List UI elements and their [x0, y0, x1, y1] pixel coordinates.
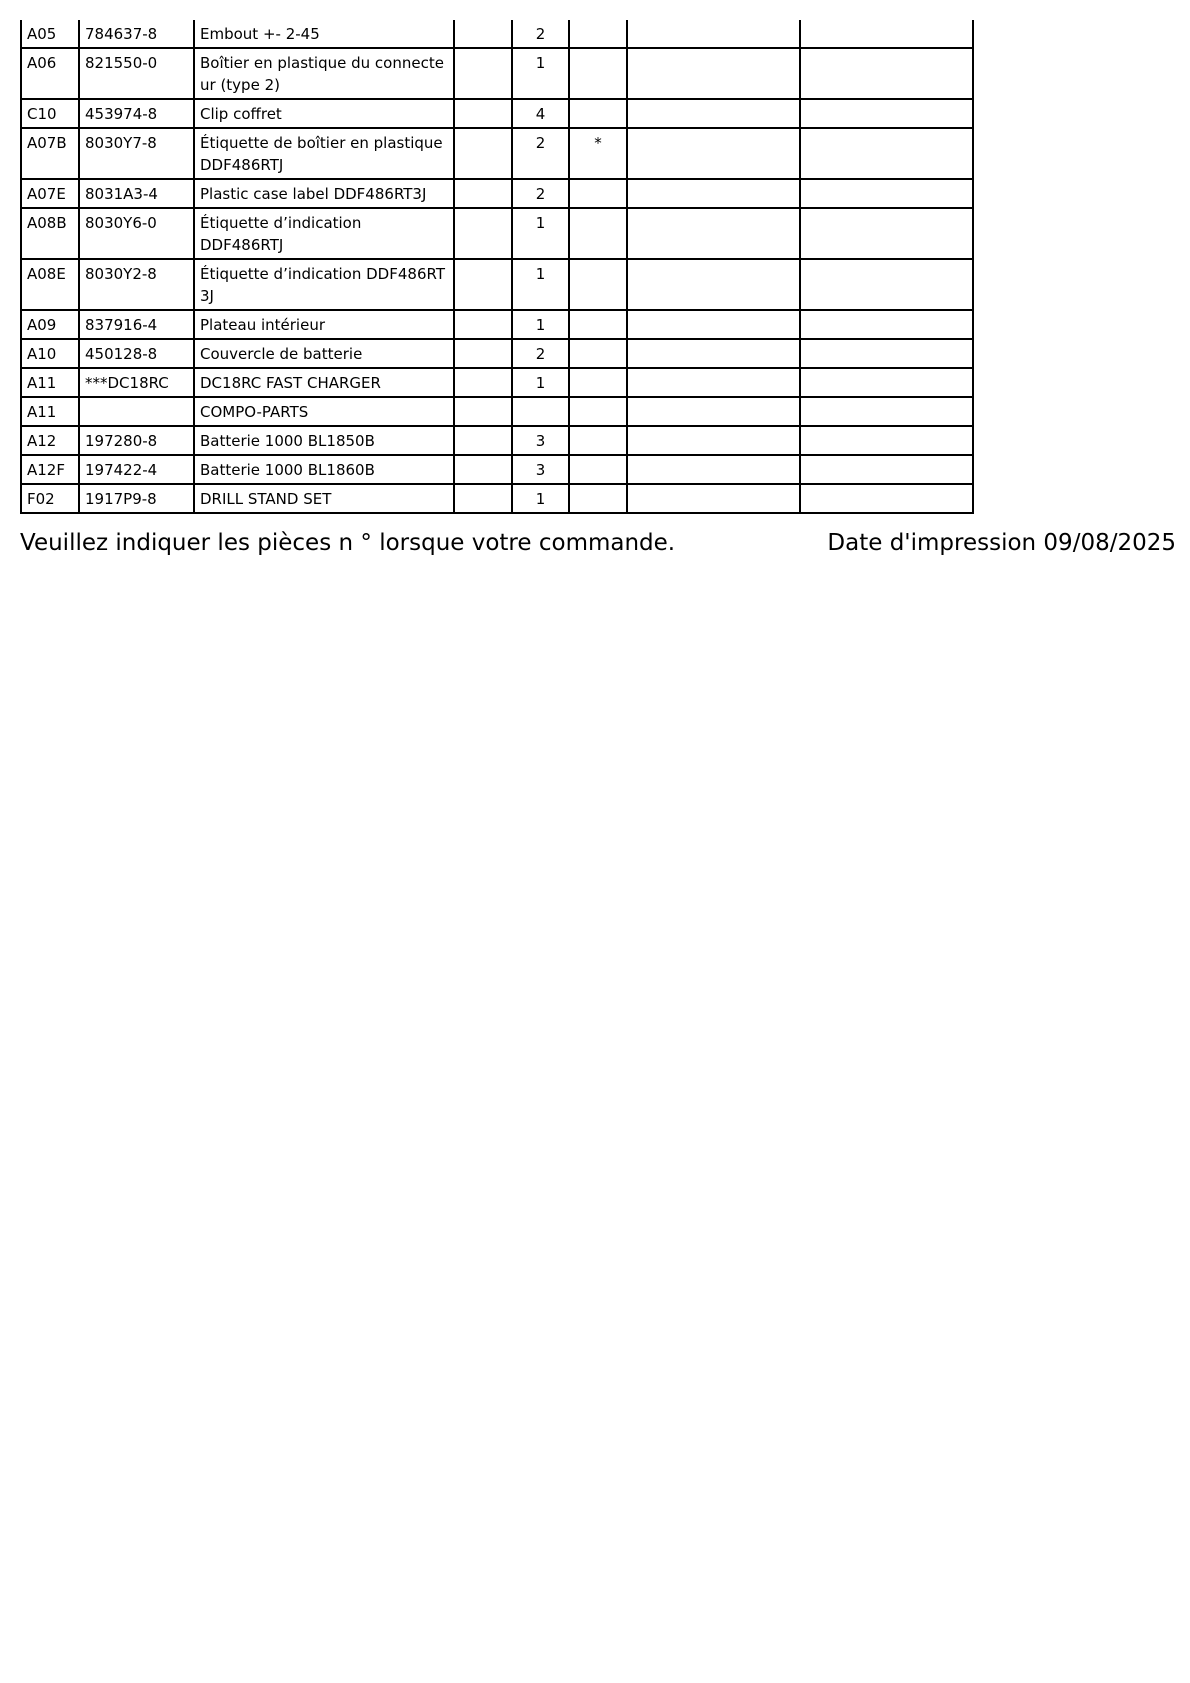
cell-quantity: 1 — [512, 310, 569, 339]
cell-mark — [569, 208, 627, 259]
table-row — [21, 455, 973, 484]
cell-blank — [800, 310, 973, 339]
cell-blank — [627, 310, 800, 339]
cell-blank — [454, 310, 512, 339]
cell-description: Boîtier en plastique du connecte ur (type 2) — [194, 48, 454, 99]
cell-ref: A11 — [21, 368, 79, 397]
cell-blank — [454, 208, 512, 259]
cell-part-number: 453974-8 — [79, 99, 194, 128]
table-row — [21, 426, 973, 455]
cell-description: Clip coffret — [194, 99, 454, 128]
cell-part-number: 197280-8 — [79, 426, 194, 455]
cell-ref: A06 — [21, 48, 79, 99]
cell-part-number: 8031A3-4 — [79, 179, 194, 208]
table-row — [21, 179, 973, 208]
cell-blank — [800, 99, 973, 128]
cell-blank — [800, 484, 973, 513]
cell-ref: A12 — [21, 426, 79, 455]
cell-mark — [569, 455, 627, 484]
table-row — [21, 208, 973, 259]
cell-blank — [627, 128, 800, 179]
cell-blank — [627, 208, 800, 259]
cell-blank — [800, 426, 973, 455]
parts-table-body — [21, 20, 973, 513]
cell-blank — [454, 179, 512, 208]
cell-ref: C10 — [21, 99, 79, 128]
cell-blank — [454, 259, 512, 310]
cell-blank — [454, 484, 512, 513]
cell-part-number: 8030Y2-8 — [79, 259, 194, 310]
cell-mark — [569, 179, 627, 208]
cell-mark — [569, 20, 627, 48]
cell-mark: * — [569, 128, 627, 179]
table-row — [21, 484, 973, 513]
parts-table — [20, 20, 974, 514]
table-row — [21, 259, 973, 310]
cell-mark — [569, 484, 627, 513]
cell-blank — [627, 99, 800, 128]
cell-blank — [454, 397, 512, 426]
cell-description: Plateau intérieur — [194, 310, 454, 339]
cell-quantity: 2 — [512, 20, 569, 48]
cell-blank — [800, 20, 973, 48]
cell-blank — [454, 368, 512, 397]
cell-blank — [800, 368, 973, 397]
cell-quantity: 1 — [512, 208, 569, 259]
cell-description: Batterie 1000 BL1850B — [194, 426, 454, 455]
cell-blank — [800, 48, 973, 99]
cell-ref: A10 — [21, 339, 79, 368]
cell-part-number: 450128-8 — [79, 339, 194, 368]
table-row — [21, 339, 973, 368]
cell-blank — [454, 455, 512, 484]
cell-mark — [569, 48, 627, 99]
cell-quantity: 1 — [512, 48, 569, 99]
cell-description: COMPO-PARTS — [194, 397, 454, 426]
cell-mark — [569, 99, 627, 128]
cell-blank — [454, 99, 512, 128]
cell-blank — [800, 455, 973, 484]
cell-quantity: 4 — [512, 99, 569, 128]
order-note: Veuillez indiquer les pièces n ° lorsque votre commande. — [20, 530, 676, 556]
cell-ref: A05 — [21, 20, 79, 48]
cell-part-number: 8030Y6-0 — [79, 208, 194, 259]
cell-description: Batterie 1000 BL1860B — [194, 455, 454, 484]
cell-ref: A08B — [21, 208, 79, 259]
cell-blank — [454, 128, 512, 179]
cell-part-number: 197422-4 — [79, 455, 194, 484]
cell-blank — [627, 397, 800, 426]
cell-blank — [800, 397, 973, 426]
table-row — [21, 368, 973, 397]
table-row — [21, 397, 973, 426]
cell-quantity: 1 — [512, 484, 569, 513]
table-row — [21, 99, 973, 128]
cell-ref: F02 — [21, 484, 79, 513]
cell-quantity: 3 — [512, 455, 569, 484]
cell-part-number: 1917P9-8 — [79, 484, 194, 513]
cell-blank — [800, 128, 973, 179]
cell-quantity: 1 — [512, 368, 569, 397]
cell-blank — [800, 179, 973, 208]
cell-description: Étiquette d’indication DDF486RTJ — [194, 208, 454, 259]
cell-part-number: 784637-8 — [79, 20, 194, 48]
cell-mark — [569, 339, 627, 368]
cell-blank — [800, 259, 973, 310]
cell-description: Plastic case label DDF486RT3J — [194, 179, 454, 208]
cell-mark — [569, 426, 627, 455]
cell-quantity — [512, 397, 569, 426]
cell-part-number — [79, 397, 194, 426]
cell-ref: A11 — [21, 397, 79, 426]
cell-description: DC18RC FAST CHARGER — [194, 368, 454, 397]
cell-mark — [569, 259, 627, 310]
cell-ref: A12F — [21, 455, 79, 484]
table-row — [21, 310, 973, 339]
cell-mark — [569, 397, 627, 426]
cell-quantity: 1 — [512, 259, 569, 310]
table-row — [21, 20, 973, 48]
cell-part-number: 821550-0 — [79, 48, 194, 99]
cell-part-number: ***DC18RC — [79, 368, 194, 397]
cell-blank — [454, 48, 512, 99]
cell-blank — [627, 455, 800, 484]
cell-ref: A09 — [21, 310, 79, 339]
cell-quantity: 2 — [512, 179, 569, 208]
cell-blank — [627, 48, 800, 99]
cell-blank — [454, 339, 512, 368]
cell-description: DRILL STAND SET — [194, 484, 454, 513]
cell-part-number: 8030Y7-8 — [79, 128, 194, 179]
cell-blank — [627, 179, 800, 208]
cell-ref: A07B — [21, 128, 79, 179]
table-row — [21, 48, 973, 99]
cell-blank — [627, 484, 800, 513]
cell-blank — [627, 368, 800, 397]
cell-description: Étiquette d’indication DDF486RT 3J — [194, 259, 454, 310]
cell-blank — [627, 259, 800, 310]
table-row — [21, 128, 973, 179]
cell-blank — [627, 339, 800, 368]
cell-blank — [627, 426, 800, 455]
cell-quantity: 3 — [512, 426, 569, 455]
cell-quantity: 2 — [512, 339, 569, 368]
cell-description: Étiquette de boîtier en plastique DDF486RTJ — [194, 128, 454, 179]
cell-part-number: 837916-4 — [79, 310, 194, 339]
cell-description: Embout +- 2-45 — [194, 20, 454, 48]
cell-blank — [454, 20, 512, 48]
cell-blank — [627, 20, 800, 48]
print-date: Date d'impression 09/08/2025 — [827, 530, 1176, 556]
cell-mark — [569, 368, 627, 397]
cell-description: Couvercle de batterie — [194, 339, 454, 368]
cell-blank — [454, 426, 512, 455]
cell-blank — [800, 208, 973, 259]
cell-blank — [800, 339, 973, 368]
cell-quantity: 2 — [512, 128, 569, 179]
cell-ref: A07E — [21, 179, 79, 208]
cell-ref: A08E — [21, 259, 79, 310]
cell-mark — [569, 310, 627, 339]
